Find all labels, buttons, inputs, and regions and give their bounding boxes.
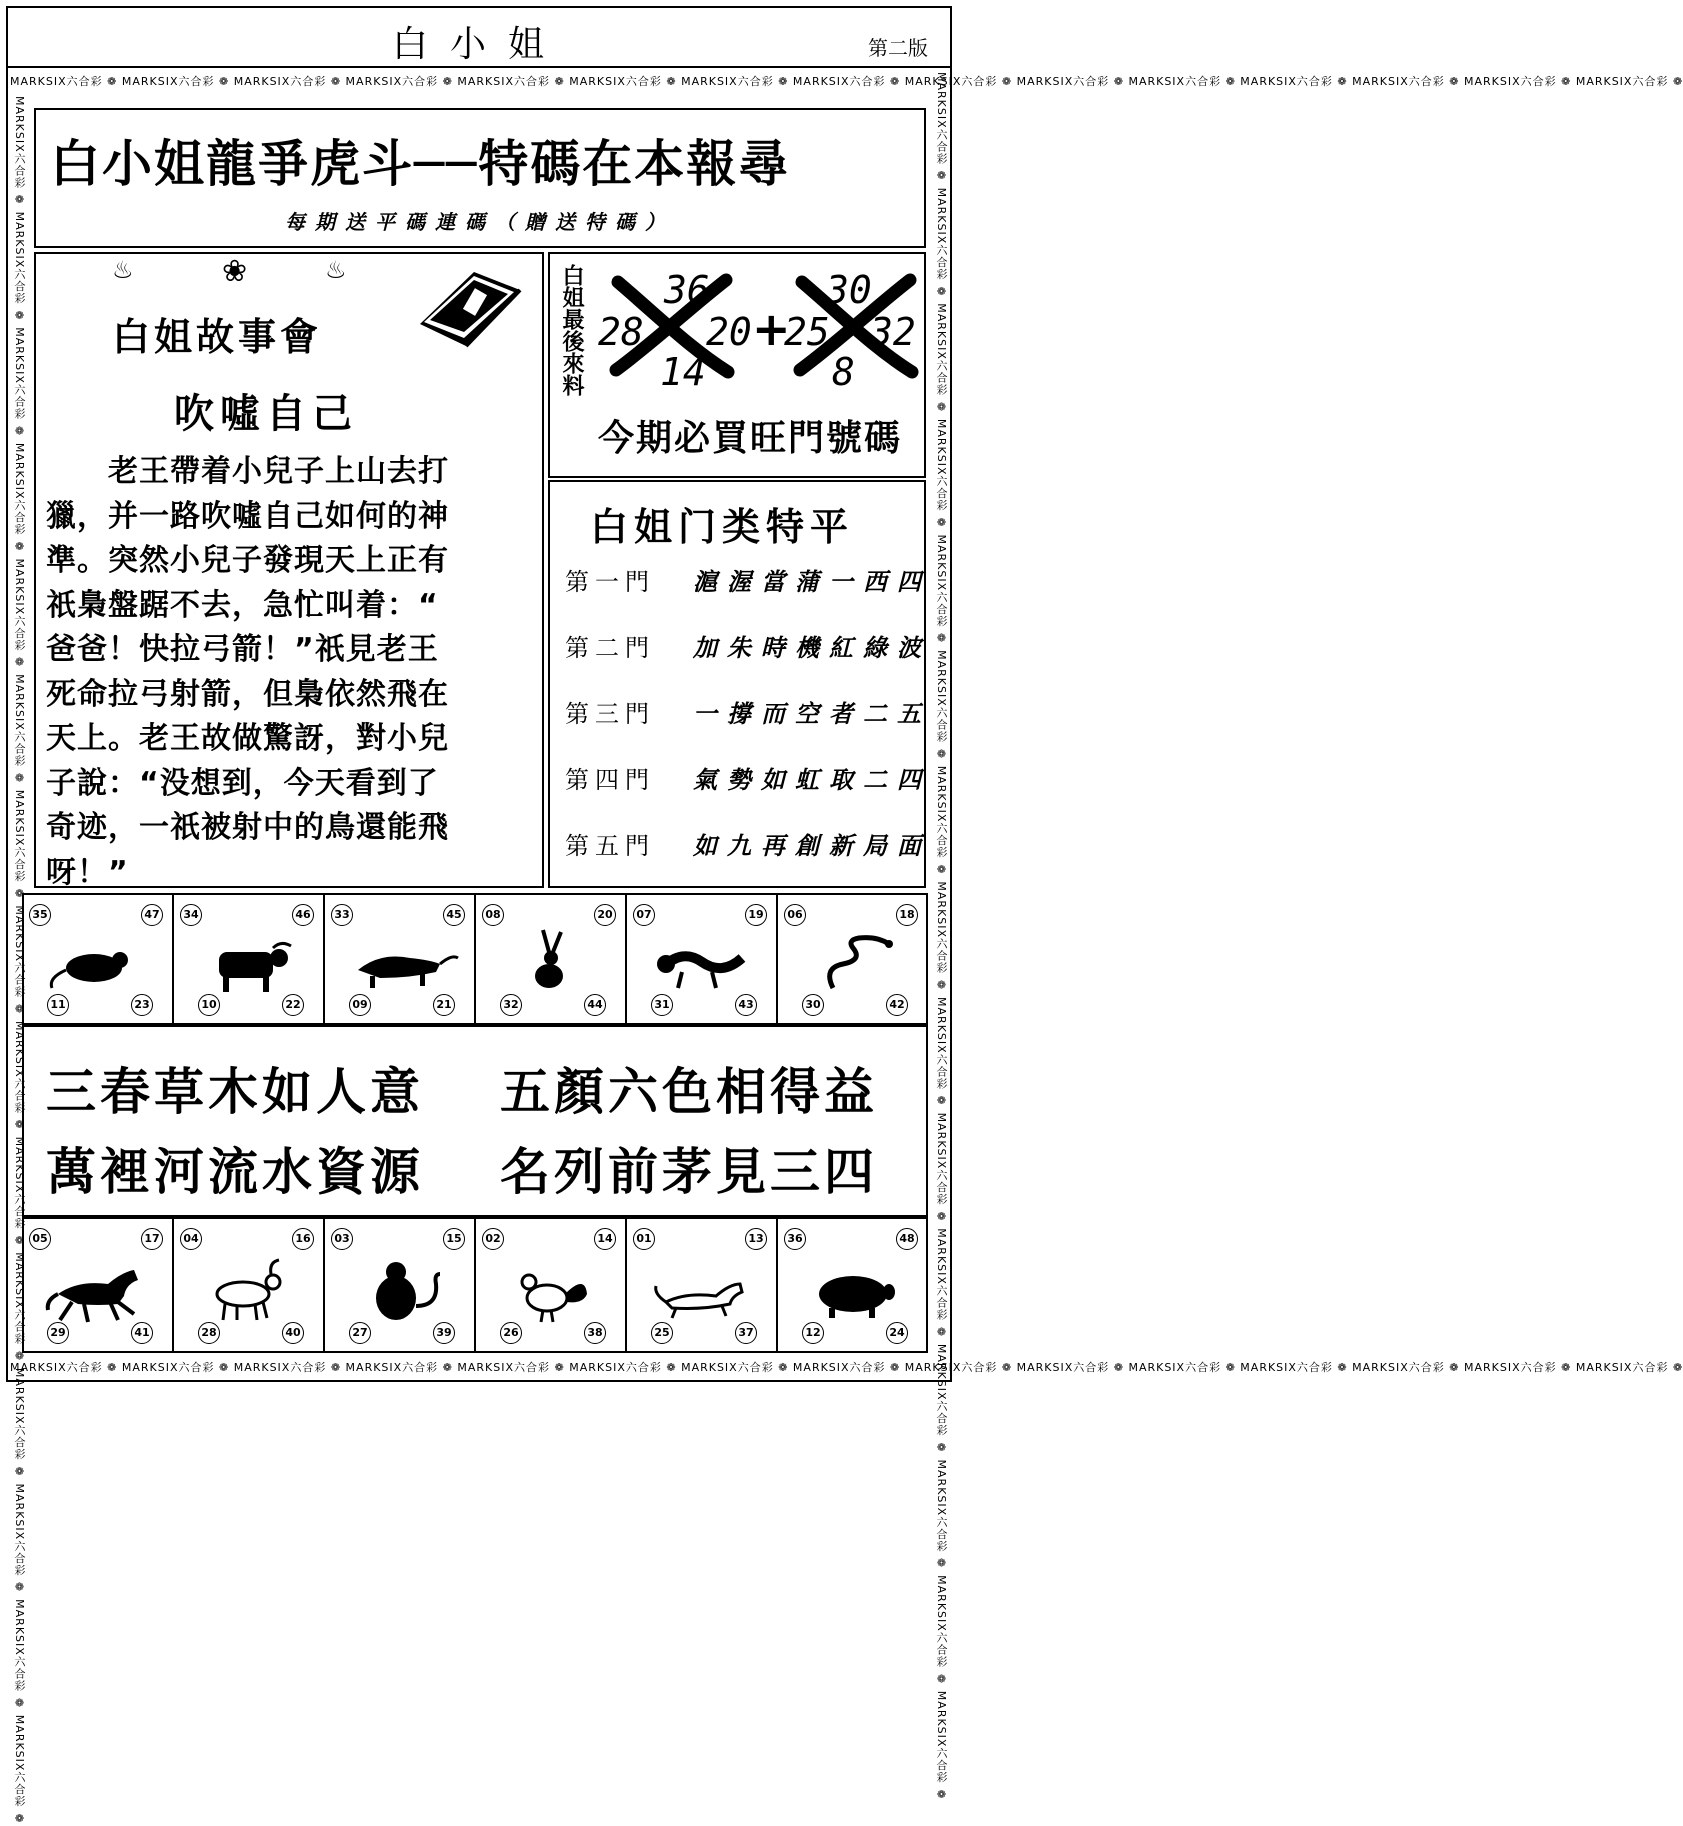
zodiac-number: 14 bbox=[594, 1228, 616, 1250]
tulip-icon: ♨ bbox=[325, 256, 347, 284]
men-row bbox=[565, 562, 931, 597]
story-line: 老王帶着小兒子上山去打 bbox=[46, 454, 449, 489]
zodiac-cell-dragon bbox=[626, 893, 777, 1025]
zodiac-number: 20 bbox=[594, 904, 616, 926]
marksix-strip-text: MARKSIX六合彩 ❁ bbox=[13, 96, 26, 212]
zodiac-number: 42 bbox=[886, 994, 908, 1016]
horse-icon bbox=[38, 1244, 158, 1328]
zodiac-number: 24 bbox=[886, 1322, 908, 1344]
men-row bbox=[565, 694, 931, 729]
zodiac-number: 40 bbox=[282, 1322, 304, 1344]
zodiac-cell-ox bbox=[173, 893, 324, 1025]
lottery-number: 32 bbox=[870, 310, 916, 354]
zodiac-number: 03 bbox=[331, 1228, 353, 1250]
zodiac-cell-rooster bbox=[475, 1217, 626, 1353]
zodiac-number: 44 bbox=[584, 994, 606, 1016]
men-row bbox=[565, 760, 931, 795]
headline-box bbox=[34, 108, 926, 248]
zodiac-number: 45 bbox=[443, 904, 465, 926]
zodiac-number: 43 bbox=[735, 994, 757, 1016]
story-line: 奇迹，一祇被射中的鳥還能飛 bbox=[46, 810, 449, 845]
rabbit-icon bbox=[491, 918, 611, 1002]
headline-sub: 每期送平碼連碼（贈送特碼） bbox=[285, 210, 675, 234]
zodiac-number: 18 bbox=[896, 904, 918, 926]
men-row-label: 第一門 bbox=[565, 568, 655, 596]
zodiac-number: 23 bbox=[131, 994, 153, 1016]
zodiac-number: 30 bbox=[802, 994, 824, 1016]
zodiac-cell-goat bbox=[173, 1217, 324, 1353]
men-title: 白姐门类特平 bbox=[590, 505, 855, 549]
lottery-number: 25 bbox=[784, 310, 830, 354]
tiger-icon bbox=[340, 918, 460, 1002]
story-line: 死命拉弓射箭，但梟依然飛在 bbox=[46, 676, 449, 712]
lottery-box bbox=[548, 252, 926, 478]
story-section-title: 白姐故事會 bbox=[112, 315, 323, 359]
zodiac-number: 31 bbox=[651, 994, 673, 1016]
zodiac-number: 01 bbox=[633, 1228, 655, 1250]
zodiac-number: 47 bbox=[141, 904, 163, 926]
zodiac-number: 38 bbox=[584, 1322, 606, 1344]
marksix-strip-right: MARKSIX六合彩 ❁ MARKSIX六合彩 ❁ MARKSIX六合彩 ❁ MARKSIX六合彩 ❁ MARKSIX六合彩 ❁ MARKSIX六合彩 ❁ MARKSIX六合彩 ❁ MARKSIX六合彩 ❁ MARKSIX六合彩 ❁ MARKSIX六合彩 ❁ MARKSIX六合彩 ❁ MARKSIX六合彩 ❁ MARKSIX六合彩 ❁ MARKSIX六合彩 ❁ MARKSIX六合彩 ❁ bbox=[935, 72, 948, 1802]
monkey-icon bbox=[340, 1244, 460, 1328]
book-icon bbox=[416, 266, 524, 352]
zodiac-number: 08 bbox=[482, 904, 504, 926]
zodiac-number: 12 bbox=[802, 1322, 824, 1344]
zodiac-number: 09 bbox=[349, 994, 371, 1016]
lottery-slogan: 今期必買旺門號碼 bbox=[598, 418, 903, 459]
zodiac-cell-monkey bbox=[324, 1217, 475, 1353]
men-row-value: 滬渥當蒲一西四 bbox=[693, 567, 931, 596]
zodiac-number: 13 bbox=[745, 1228, 767, 1250]
men-row-value: 如九再創新局面 bbox=[693, 831, 931, 860]
story-line: 爸爸！快拉弓箭！”祇見老王 bbox=[46, 632, 439, 667]
men-row-label: 第五門 bbox=[565, 832, 655, 860]
zodiac-cell-pig bbox=[777, 1217, 928, 1353]
men-row bbox=[565, 628, 931, 663]
lottery-number: 8 bbox=[832, 350, 855, 394]
zodiac-number: 11 bbox=[47, 994, 69, 1016]
zodiac-cell-snake bbox=[777, 893, 928, 1025]
lottery-vertical-label: 白姐最後來料 bbox=[559, 264, 584, 396]
zodiac-cell-horse bbox=[22, 1217, 173, 1353]
men-row-value: 氣勢如虹取二四 bbox=[693, 765, 931, 794]
zodiac-number: 35 bbox=[29, 904, 51, 926]
zodiac-number: 48 bbox=[896, 1228, 918, 1250]
zodiac-number: 37 bbox=[735, 1322, 757, 1344]
marksix-strip-top: MARKSIX六合彩 ❁ MARKSIX六合彩 ❁ MARKSIX六合彩 ❁ MARKSIX六合彩 ❁ MARKSIX六合彩 ❁ MARKSIX六合彩 ❁ MARKSIX六合彩 ❁ MARKSIX六合彩 ❁ MARKSIX六合彩 ❁ MARKSIX六合彩 ❁ MARKSIX六合彩 ❁ MARKSIX六合彩 ❁ MARKSIX六合彩 ❁ MARKSIX六合彩 ❁ MARKSIX六合彩 ❁ bbox=[10, 75, 1683, 88]
dog-icon bbox=[642, 1244, 762, 1328]
marksix-strip-left: MARKSIX六合彩 ❁ MARKSIX六合彩 ❁ MARKSIX六合彩 ❁ MARKSIX六合彩 ❁ MARKSIX六合彩 ❁ MARKSIX六合彩 ❁ MARKSIX六合彩 ❁ MARKSIX六合彩 ❁ MARKSIX六合彩 ❁ MARKSIX六合彩 ❁ MARKSIX六合彩 ❁ MARKSIX六合彩 ❁ MARKSIX六合彩 ❁ MARKSIX六合彩 ❁ MARKSIX六合彩 ❁ bbox=[13, 96, 26, 1826]
lottery-number: 36 bbox=[664, 268, 710, 312]
zodiac-cell-rat bbox=[22, 893, 173, 1025]
zodiac-number: 41 bbox=[131, 1322, 153, 1344]
zodiac-number: 06 bbox=[784, 904, 806, 926]
zodiac-cell-rabbit bbox=[475, 893, 626, 1025]
zodiac-number: 46 bbox=[292, 904, 314, 926]
lottery-number: 14 bbox=[660, 350, 706, 394]
men-row-value: 一撐而空者二五 bbox=[693, 699, 931, 728]
snake-icon bbox=[793, 918, 913, 1002]
zodiac-number: 22 bbox=[282, 994, 304, 1016]
zodiac-number: 26 bbox=[500, 1322, 522, 1344]
marksix-strip-bottom: MARKSIX六合彩 ❁ MARKSIX六合彩 ❁ MARKSIX六合彩 ❁ MARKSIX六合彩 ❁ MARKSIX六合彩 ❁ MARKSIX六合彩 ❁ MARKSIX六合彩 ❁ MARKSIX六合彩 ❁ MARKSIX六合彩 ❁ MARKSIX六合彩 ❁ MARKSIX六合彩 ❁ MARKSIX六合彩 ❁ MARKSIX六合彩 ❁ MARKSIX六合彩 ❁ MARKSIX六合彩 ❁ bbox=[10, 1361, 1683, 1374]
zodiac-cell-tiger bbox=[324, 893, 475, 1025]
men-row bbox=[565, 826, 931, 861]
marksix-strip-text: MARKSIX六合彩 ❁ bbox=[10, 1361, 122, 1374]
poem-line-right-2: 名列前茅見三四 bbox=[500, 1143, 878, 1201]
story-line: 天上。老王故做驚訝，對小兒 bbox=[46, 721, 449, 756]
paper-title: 白小姐 bbox=[391, 24, 566, 65]
zodiac-number: 32 bbox=[500, 994, 522, 1016]
poem-line-left-1: 三春草木如人意 bbox=[46, 1063, 424, 1121]
poem-line-right-1: 五顏六色相得益 bbox=[500, 1063, 878, 1121]
zodiac-number: 19 bbox=[745, 904, 767, 926]
zodiac-number: 28 bbox=[198, 1322, 220, 1344]
zodiac-number: 29 bbox=[47, 1322, 69, 1344]
flower-ornament-icon: ❀ bbox=[222, 254, 248, 289]
story-line: 祇梟盤踞不去，急忙叫着：“ bbox=[46, 587, 439, 623]
zodiac-number: 04 bbox=[180, 1228, 202, 1250]
zodiac-number: 10 bbox=[198, 994, 220, 1016]
story-title: 吹噓自己 bbox=[174, 391, 358, 437]
lottery-number: 30 bbox=[826, 268, 872, 312]
zodiac-number: 02 bbox=[482, 1228, 504, 1250]
zodiac-number: 21 bbox=[433, 994, 455, 1016]
men-row-label: 第四門 bbox=[565, 766, 655, 794]
lottery-number: 20 bbox=[706, 310, 752, 354]
men-row-value: 加朱時機紅綠波 bbox=[693, 633, 931, 662]
rooster-icon bbox=[491, 1244, 611, 1328]
dragon-icon bbox=[642, 918, 762, 1002]
zodiac-number: 27 bbox=[349, 1322, 371, 1344]
zodiac-number: 17 bbox=[141, 1228, 163, 1250]
lottery-number: 28 bbox=[598, 310, 644, 354]
zodiac-number: 15 bbox=[443, 1228, 465, 1250]
zodiac-number: 16 bbox=[292, 1228, 314, 1250]
zodiac-number: 36 bbox=[784, 1228, 806, 1250]
masthead bbox=[8, 8, 950, 68]
pig-icon bbox=[793, 1244, 913, 1328]
zodiac-cell-dog bbox=[626, 1217, 777, 1353]
men-row-label: 第二門 bbox=[565, 634, 655, 662]
ox-icon bbox=[189, 918, 309, 1002]
goat-icon bbox=[189, 1244, 309, 1328]
marksix-strip-text: MARKSIX六合彩 ❁ bbox=[935, 72, 948, 188]
story-line: 獵，并一路吹噓自己如何的神 bbox=[46, 498, 449, 534]
story-line: 子說：“没想到，今天看到了 bbox=[46, 765, 439, 801]
zodiac-number: 05 bbox=[29, 1228, 51, 1250]
story-line: 準。突然小兒子發現天上正有 bbox=[46, 543, 449, 578]
zodiac-number: 07 bbox=[633, 904, 655, 926]
headline-main: 白小姐龍爭虎斗──特碼在本報尋 bbox=[50, 135, 791, 193]
poem-line-left-2: 萬裡河流水資源 bbox=[46, 1143, 424, 1201]
men-row-label: 第三門 bbox=[565, 700, 655, 728]
marksix-strip-text: MARKSIX六合彩 ❁ bbox=[10, 75, 122, 88]
plus-sign: + bbox=[752, 302, 791, 356]
zodiac-number: 25 bbox=[651, 1322, 673, 1344]
rat-icon bbox=[38, 918, 158, 1002]
zodiac-number: 34 bbox=[180, 904, 202, 926]
story-line: 呀！” bbox=[46, 854, 129, 890]
zodiac-number: 39 bbox=[433, 1322, 455, 1344]
zodiac-number: 33 bbox=[331, 904, 353, 926]
edition-label: 第二版 bbox=[868, 36, 928, 60]
tulip-icon: ♨ bbox=[112, 256, 134, 284]
